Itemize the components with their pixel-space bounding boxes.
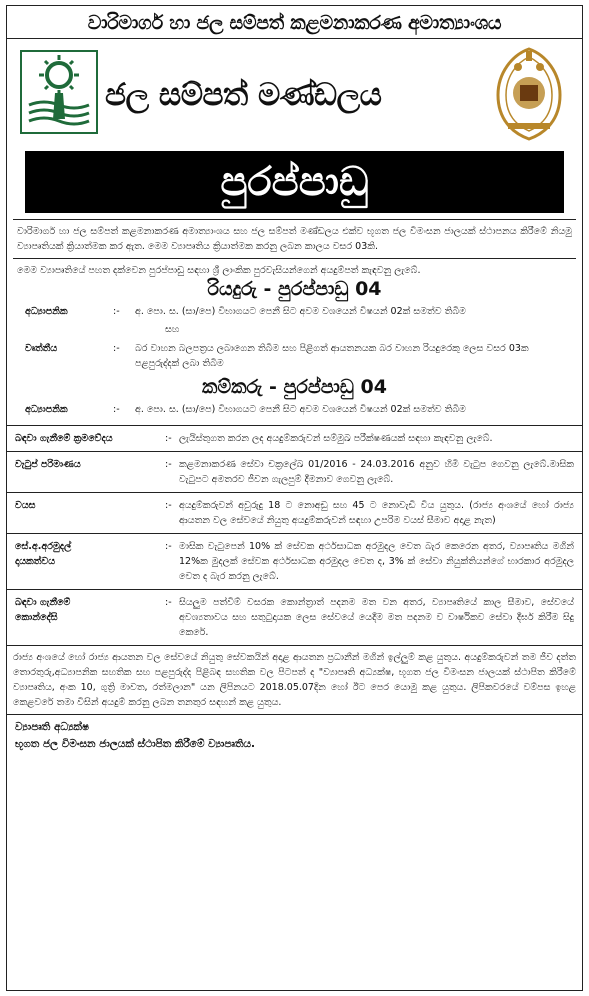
driver-education-requirement [7, 304, 582, 322]
detail-label: වයස [15, 500, 36, 511]
signature-block [7, 714, 582, 757]
labourer-education-requirement [7, 402, 582, 425]
detail-label: වැටුප් පරිමාණය [15, 459, 81, 470]
vacancies-banner: පුරප්පාඩු [25, 151, 564, 213]
detail-salary-scale [7, 451, 582, 492]
detail-value: සියලුම පත්වීම් වසරක කොන්ත්‍රාත් පදනම මත වන අතර, ව්‍යාපෘතියේ කාල සීමාව, සේවයේ අවශ්‍යතාවය සහ සතුටුදායක ලෙස සේවයේ යෙදීම මත පදනම ව වාර්ෂිකව සේවා දීර්ඝ කිරීම සිදු කෙරේ. [179, 597, 574, 638]
signatory-project: භූගත ජල විමංසන ජාලයක් ස්ථාපිත කිරීමේ ව්‍යාපෘතිය. [15, 738, 256, 750]
separator: :- [165, 459, 172, 470]
detail-value: මාසික වැටුපෙන් 10% ක් සේවක අර්ථසාධක අරමුදල වෙත බැර කෙරෙන අතර, ව්‍යාපෘතිය මගින් 12%ක මුදලක් සේවක අර්ථසාධක අරමුදල වෙත ද, 3% ක් සේවා නියුක්තියන්ගේ භාරකාර අරමුදල වෙත ද බැර කරනු ලැබේ. [179, 541, 574, 582]
detail-label [15, 595, 165, 640]
water-resources-board-logo [19, 49, 99, 135]
detail-recruitment-conditions [7, 589, 582, 645]
signatory-title: ව්‍යාපෘති අධ්‍යක්ෂ [15, 721, 90, 733]
separator: :- [113, 343, 120, 354]
detail-label-line2: කොන්දේසි [15, 612, 58, 623]
post-title-labourer: කම්කරු - පුරප්පාඩු 04 [202, 376, 387, 398]
ministry-title: වාරිමාර්ග හා ජල සම්පත් කළමනාකරණ අමාත්‍යාංශය [7, 6, 582, 39]
application-instructions: රාජ්‍ය අංශයේ හෝ රාජ්‍ය ආයතන වල සේවයේ නියුතු සේවකයින් අදාළ ආයතන ප්‍රධානීන් මගින් ඉල්ලුම් කළ යුතුය. අයදුම්කරුවන් තම ජීව දත්ත තොරතුරු,අධ්‍යාපනික සහතික සහ පළපුරුද්ද පිළිබඳ සහතික වල පිටපත් ද "ව්‍යාපෘති අධ්‍යක්ෂ, භූගත ජල විමංසන ජාලයක් ස්ථාපිත කිරීමේ ව්‍යාපෘතිය, අංක 10, ගුත්‍රි මාවත, රත්මලාන" යන ලිපිනයට 2018.05.07දින හෝ ඊට පෙර යොමු කළ යුතුය. ලිපිකවරයේ වම්පස ඉහළ කෙළවරේ තමා විසින් අයදුම් කරනු ලබන තනතුර සඳහන් කළ යුතුය. [7, 645, 582, 714]
detail-recruitment-method [7, 425, 582, 451]
board-name: ජල සම්පත් මණ්ඩලය [105, 77, 382, 113]
detail-label-line1: බඳවා ගැනීමේ [15, 597, 71, 608]
requirement-label: වෘත්තීය [25, 343, 58, 354]
detail-label-line1: සේ.අ.අරමුදල් [15, 541, 72, 552]
separator: :- [165, 433, 172, 444]
separator: :- [165, 597, 172, 608]
detail-label: බඳවා ගැනීමේ ක්‍රමවේදය [15, 433, 113, 444]
detail-label-line2: දායකත්වය [15, 556, 56, 567]
and-conjunction: සහ [165, 324, 180, 335]
detail-epf-contribution [7, 533, 582, 589]
detail-value: අයදුම්කරුවන් අවුරුදු 18 ට නොඅඩු සහ 45 ට නොවැඩි විය යුතුය. (රාජ්‍ය අංශයේ හෝ රාජ්‍ය ආයතන වල සේවයේ නියුතු අයදුම්කරුවන් සඳහා උපරිම වයස් සීමාව අදාළ නැත) [179, 500, 574, 526]
driver-professional-requirement [7, 341, 582, 374]
board-header [7, 39, 582, 151]
detail-age [7, 492, 582, 533]
separator: :- [113, 404, 120, 415]
detail-value: ලැයිස්තුගත කරන ලද අයදුම්කරුවන් සම්මුඛ පරීක්ෂණයක් සඳහා කැඳවනු ලැබේ. [179, 433, 493, 444]
invitation-text: මෙම ව්‍යාපෘතියේ පහත දක්වෙන පුරප්පාඩු සඳහා ශ්‍රී ලාංකික පුරවැසියන්ගෙන් අයදුම්පත් කැඳවනු ලැබේ. [17, 265, 421, 276]
sri-lanka-emblem [490, 45, 568, 143]
detail-label [15, 539, 165, 584]
advertisement-frame [6, 5, 583, 991]
separator: :- [165, 541, 172, 552]
intro-paragraph: වාරිමාර්ග හා ජල සම්පත් කළමනාකරණ අමාත්‍යාංශය සහ ජල සම්පත් මණ්ඩලය එක්ව භූගත ජල විමංසන ජාලයක් ස්ථාපනය කිරීමේ නියමු ව්‍යාපෘතියක් ක්‍රියාත්මක කර ඇත. මෙම ව්‍යාපෘතිය ක්‍රියාත්මක කරනු ලබන කාලය වසර 03කි. [13, 219, 576, 259]
separator: :- [165, 500, 172, 511]
requirement-label: අධ්‍යාපනික [25, 306, 68, 317]
separator: :- [113, 306, 120, 317]
requirement-label: අධ්‍යාපනික [25, 404, 68, 415]
post-title-driver: රියදුරු - පුරප්පාඩු 04 [207, 278, 382, 300]
requirement-value: බර වාහන බලපත්‍රය ලබාගෙන තිබීම සහ පිළිගත් ආයතනයක බර වාහන රියදුරෙකු ලෙස වසර 03ක පළපුරුද්දක් ලබා තිබීම [135, 343, 529, 369]
detail-value: කළමනාකරණ සේවා චක්‍රලේඛ 01/2016 - 24.03.2016 අනුව හිමි වැටුප ගෙවනු ලැබේ.මාසික වැටුපට අමතරව ජීවන ගැලපුම් දීමනාව ගෙවනු ලැබේ. [179, 459, 574, 485]
requirement-value: අ. පො. ස. (සා/පෙ) විභාගයට පෙනී සිට අවම වශයෙන් විෂයන් 02ක් සමත්ව තිබීම [135, 404, 466, 415]
requirement-value: අ. පො. ස. (සා/පෙ) විභාගයට පෙනී සිට අවම වශයෙන් විෂයන් 02ක් සමත්ව තිබීම [135, 306, 466, 317]
